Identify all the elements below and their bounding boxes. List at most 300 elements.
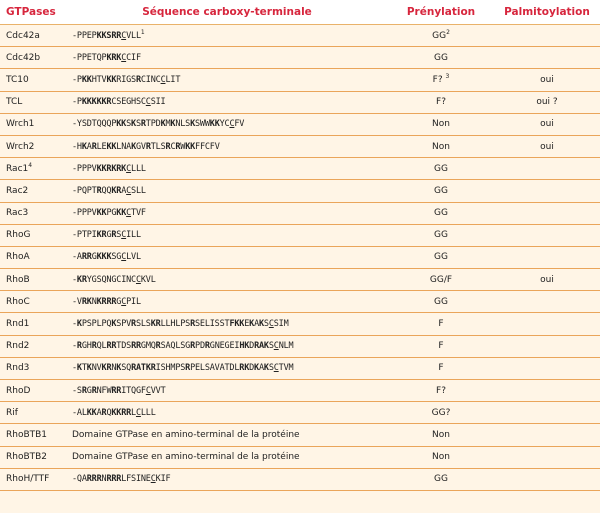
sequence-segment: M (165, 119, 171, 130)
basic-residues: R (175, 141, 181, 152)
table-row (0, 424, 600, 446)
prenylation-cell (388, 142, 494, 152)
sequence-segment: ITQGF (121, 385, 146, 396)
basic-residues: R (204, 341, 210, 352)
sequence-cell (66, 186, 388, 196)
prenylation-value: GG? (431, 407, 451, 418)
basic-residues: K (86, 363, 92, 374)
gtpase-name-cell (0, 297, 66, 307)
prenylation-value: GG (434, 230, 448, 241)
sequence-segment: Q (106, 407, 112, 418)
table-row (0, 291, 600, 313)
basic-residues: R (81, 385, 87, 396)
sequence-cell (66, 28, 388, 41)
basic-residues: KK (86, 407, 97, 418)
palmitoylation-cell: oui (540, 119, 554, 130)
prenylation-cell (388, 72, 494, 85)
prenylation-cell (388, 452, 494, 462)
gtpase-name: RhoB (6, 274, 30, 285)
sequence-segment: -PPPV (72, 208, 97, 219)
table-row (0, 69, 600, 91)
basic-residues: R (165, 141, 171, 152)
sequence (72, 75, 180, 85)
sequence-segment: - (72, 319, 77, 330)
prenylation-value: F (438, 363, 444, 374)
basic-residues: K (258, 319, 264, 330)
gtpase-name: RhoH/TTF (6, 474, 50, 485)
sequence (72, 119, 244, 129)
footnote-marker: 2 (446, 28, 450, 36)
prenylation-cell (388, 430, 494, 440)
basic-residues: RRR (106, 474, 122, 485)
sequence-segment: -H (72, 141, 82, 152)
gtpase-name: RhoBTB1 (6, 429, 48, 440)
basic-residues: K (81, 141, 87, 152)
basic-residues: K (160, 119, 166, 130)
header-sequence: Séquence carboxy-terminale (142, 6, 312, 18)
sequence (72, 164, 146, 174)
prenylation-cell (388, 119, 494, 129)
prenylation-value: GG/F (429, 274, 453, 285)
sequence-segment: -PPEP (72, 30, 97, 41)
basic-residues: KK (81, 74, 92, 85)
basic-residues: RAK (254, 341, 269, 352)
prenylated-cysteine: C (150, 474, 156, 485)
prenylation-value: F? (432, 74, 446, 85)
prenylation-cell (388, 252, 494, 262)
prenylation-cell (388, 408, 494, 418)
prenylation-cell (388, 230, 494, 240)
sequence-cell (66, 230, 388, 240)
prenylation-cell (388, 208, 494, 218)
sequence-segment: FV (234, 119, 245, 130)
prenylation-value: GG (432, 30, 447, 41)
basic-residues: K (116, 363, 122, 374)
basic-residues: R (140, 119, 146, 130)
palmitoylation-cell: oui (540, 141, 554, 152)
sequence-cell (66, 363, 388, 373)
sequence-segment: LE (96, 141, 107, 152)
prenylated-cysteine: C (121, 30, 127, 41)
sequence-segment: -S (72, 385, 82, 396)
gtpase-name-cell (0, 31, 66, 41)
sequence-segment: YC (219, 119, 230, 130)
sequence-segment: -A (72, 252, 82, 263)
sequence-segment: -YSDTQQQP (72, 119, 117, 130)
gtpase-name: RhoD (6, 385, 31, 396)
gtpase-name-cell (0, 186, 66, 196)
prenylation-cell (388, 341, 494, 351)
table-row (0, 402, 600, 424)
gtpase-name: Rif (6, 407, 18, 418)
sequence-segment: SIM (273, 319, 289, 330)
basic-residues: R (190, 341, 196, 352)
sequence-segment: LVL (126, 252, 141, 263)
sequence-segment: - (72, 363, 77, 374)
basic-residues: R (155, 341, 161, 352)
sequence-segment: GMQ (140, 341, 156, 352)
sequence-segment: LLL (131, 163, 146, 174)
sequence-segment: FFCFV (195, 141, 220, 152)
sequence-segment: SELISST (195, 319, 230, 330)
sequence-segment: G (91, 252, 97, 263)
sequence (72, 53, 141, 63)
basic-residues: KK (209, 119, 220, 130)
sequence-segment: TVF (131, 208, 146, 219)
prenylation-value: F? (436, 97, 446, 108)
basic-residues: KR (111, 185, 122, 196)
header-prenylation: Prénylation (406, 6, 476, 18)
prenylation-cell (388, 97, 494, 107)
sequence (72, 297, 141, 307)
basic-residues: K (131, 119, 136, 130)
gtpase-name: RhoC (6, 296, 30, 307)
basic-residues: R (91, 385, 97, 396)
sequence-segment: VLL (126, 30, 141, 41)
basic-residues: KKRR (111, 407, 132, 418)
sequence-cell (66, 386, 388, 396)
sequence-segment: C (170, 141, 176, 152)
prenylation-value: GG (434, 208, 448, 219)
basic-residues: KKKKKR (81, 97, 112, 108)
sequence-segment: LFSINE (121, 474, 151, 485)
sequence-segment: GV (135, 141, 146, 152)
basic-residues: R (185, 363, 191, 374)
header-palmitoylation: Palmitoylation (504, 6, 590, 18)
gtpase-name-cell (0, 252, 66, 262)
basic-residues: FKK (229, 319, 245, 330)
prenylated-cysteine: C (268, 319, 274, 330)
sequence-segment: -PQPT (72, 185, 97, 196)
sequence-segment: -AL (72, 407, 87, 418)
prenylation-value: GG (434, 163, 448, 174)
gtpase-name-cell (0, 208, 66, 218)
sequence-segment: -QA (72, 474, 87, 485)
sequence-segment: D (249, 363, 255, 374)
basic-residues: KR (101, 363, 112, 374)
prenylated-cysteine: C (135, 407, 141, 418)
basic-residues: R (190, 319, 196, 330)
sequence-segment: SPV (116, 319, 132, 330)
gtpase-name: Rac1 (6, 163, 29, 174)
basic-residues: RK (81, 296, 92, 307)
gtpase-name-cell (0, 97, 66, 107)
sequence-cell (66, 430, 388, 440)
sequence (72, 97, 165, 107)
sequence-segment: SLL (131, 185, 146, 196)
basic-residues: K (190, 119, 196, 130)
gtpase-name-cell (0, 75, 66, 85)
sequence-segment: NLM (278, 341, 294, 352)
table-row (0, 158, 600, 180)
sequence (72, 341, 293, 351)
sequence-cell (66, 208, 388, 218)
basic-residues: RK (239, 363, 250, 374)
basic-residues: KK (96, 208, 107, 219)
gtpase-name-cell (0, 53, 66, 63)
sequence-segment: TDS (116, 341, 132, 352)
prenylation-value: GG (434, 296, 448, 307)
sequence-segment: S (116, 230, 122, 241)
prenylation-value: Non (432, 141, 450, 152)
gtpase-name-cell (0, 341, 66, 351)
gtpase-name: Rnd2 (6, 341, 30, 352)
prenylation-cell (388, 164, 494, 174)
gtpase-name-cell (0, 386, 66, 396)
sequence-segment: VVT (150, 385, 166, 396)
footnote-marker: 3 (445, 72, 450, 80)
sequence (72, 208, 146, 218)
sequence-segment: CINC (140, 74, 161, 85)
sequence-segment: -PPPV (72, 163, 97, 174)
gtpase-name: RhoG (6, 230, 31, 241)
table-row (0, 47, 600, 69)
sequence (72, 275, 156, 285)
prenylated-cysteine: C (229, 119, 235, 130)
basic-residues: K (76, 363, 82, 374)
gtpase-name-cell (0, 275, 66, 285)
table-row (0, 225, 600, 247)
basic-residues: K (131, 141, 136, 152)
basic-residues: R (101, 407, 107, 418)
table-header (0, 0, 600, 25)
basic-residues: RR (81, 252, 92, 263)
sequence-segment: NV (91, 363, 102, 374)
gtpase-name: Rnd1 (6, 319, 30, 330)
sequence (72, 186, 146, 196)
sequence-segment: A (258, 363, 264, 374)
basic-residues: KK (106, 74, 117, 85)
sequence-segment: A (121, 185, 127, 196)
prenylation-value: GG (434, 252, 448, 263)
sequence-segment: T (81, 363, 87, 374)
basic-residues: R (135, 74, 141, 85)
header-gtpases: GTPases (6, 6, 56, 18)
basic-residues: R (91, 341, 97, 352)
sequence-segment: N (111, 363, 117, 374)
basic-residues: HK (239, 341, 250, 352)
prenylated-cysteine: C (126, 163, 132, 174)
sequence (72, 319, 289, 329)
prenylation-value: Non (432, 429, 450, 440)
sequence-segment: NFW (96, 385, 112, 396)
basic-residues: KK (116, 208, 127, 219)
sequence-segment: - (72, 341, 77, 352)
sequence (72, 363, 293, 373)
basic-residues: R (145, 141, 151, 152)
basic-residues: RR (111, 385, 122, 396)
basic-residues: KR (96, 230, 107, 241)
prenylation-cell (388, 319, 494, 329)
prenylated-cysteine: C (121, 296, 127, 307)
prenylation-value: Non (432, 452, 450, 463)
basic-residues: KKSRR (96, 30, 122, 41)
basic-residues: K (254, 363, 259, 374)
sequence-segment: W (180, 141, 186, 152)
table-row (0, 25, 600, 47)
gtpase-name: TC10 (6, 74, 29, 85)
palmitoylation-cell: oui ? (536, 97, 558, 108)
palmitoylation-cell: oui (540, 74, 554, 85)
gtpase-name-cell (0, 161, 66, 174)
gtpase-name-cell (0, 230, 66, 240)
prenylation-cell (388, 53, 494, 63)
sequence-segment: E (244, 319, 250, 330)
prenylation-cell (388, 297, 494, 307)
table-row (0, 203, 600, 225)
basic-residues: R (76, 341, 82, 352)
prenylation-value: F (438, 319, 444, 330)
basic-residues: RR (131, 341, 141, 352)
sequence-segment: NLS (175, 119, 191, 130)
sequence-segment: S (126, 119, 132, 130)
sequence-cell (66, 341, 388, 351)
sequence-segment: -P (72, 74, 82, 85)
prenylation-cell (388, 363, 494, 373)
sequence-segment: SII (150, 97, 166, 108)
sequence-segment: -PPETQP (72, 52, 107, 63)
sequence-segment: PG (106, 208, 117, 219)
prenylation-cell (388, 474, 494, 484)
table-row (0, 92, 600, 114)
gtpase-name-cell (0, 119, 66, 129)
basic-residues: K (76, 319, 82, 330)
gtpase-name: Rac3 (6, 208, 29, 219)
basic-residues: KRK (106, 52, 122, 63)
sequence-segment: SAQLSG (160, 341, 191, 352)
prenylation-value: GG (434, 52, 448, 63)
sequence-segment: S (268, 341, 274, 352)
prenylated-cysteine: C (145, 385, 151, 396)
sequence-cell (66, 97, 388, 107)
sequence-cell (66, 164, 388, 174)
gtpase-name-cell (0, 319, 66, 329)
gtpase-name-cell (0, 408, 66, 418)
table-row (0, 180, 600, 202)
sequence-cell (66, 142, 388, 152)
sequence (72, 474, 170, 484)
sequence-cell (66, 53, 388, 63)
basic-residues: RATKR (131, 363, 156, 374)
sequence-cell (66, 297, 388, 307)
basic-residues: KK (185, 141, 196, 152)
sequence-segment: A (254, 319, 259, 330)
sequence-segment: SQ (121, 363, 132, 374)
sequence-segment: TVM (278, 363, 294, 374)
prenylated-cysteine: C (121, 230, 127, 241)
sequence-segment: A (96, 407, 102, 418)
gtpase-name-cell (0, 142, 66, 152)
gtpase-name: Wrch1 (6, 119, 35, 130)
footnote-marker: 4 (28, 161, 33, 169)
prenylated-cysteine: C (160, 74, 166, 85)
sequence-segment: N (101, 474, 107, 485)
sequence-segment: ISHMPS (155, 363, 186, 374)
sequence-segment: PSPLPQ (81, 319, 112, 330)
basic-residues: RR (106, 341, 117, 352)
table-row (0, 447, 600, 469)
sequence-segment: SG (111, 252, 122, 263)
sequence-cell (66, 252, 388, 262)
prenylated-cysteine: C (135, 274, 141, 285)
gtpase-name: Wrch2 (6, 141, 35, 152)
sequence-segment: A (86, 141, 92, 152)
table-row (0, 358, 600, 380)
basic-residues: KR (150, 319, 161, 330)
prenylated-cysteine: C (273, 363, 279, 374)
gtpase-name: RhoA (6, 252, 30, 263)
sequence-segment: LIT (165, 74, 181, 85)
sequence (72, 31, 141, 41)
basic-residues: KR (76, 274, 87, 285)
basic-residues: KKRKRK (96, 163, 127, 174)
sequence-text: Domaine GTPase en amino-terminal de la protéine (72, 452, 300, 463)
sequence-cell (66, 119, 388, 129)
sequence-segment: CIF (126, 52, 141, 63)
sequence-segment: TLS (150, 141, 166, 152)
basic-residues: K (263, 363, 269, 374)
basic-residues: KK (106, 141, 117, 152)
prenylated-cysteine: C (145, 97, 151, 108)
prenylation-cell (388, 275, 494, 285)
table-row (0, 247, 600, 269)
sequence (72, 142, 220, 152)
sequence (72, 252, 141, 262)
basic-residues: R (96, 185, 102, 196)
sequence-segment: QL (96, 341, 107, 352)
table-row (0, 336, 600, 358)
sequence-segment: G (106, 230, 112, 241)
table-row (0, 269, 600, 291)
sequence-segment: -PTPI (72, 230, 97, 241)
sequence-segment: G (116, 296, 122, 307)
sequence-cell (66, 474, 388, 484)
table-row (0, 114, 600, 136)
basic-residues: K (111, 319, 117, 330)
sequence-segment: L (131, 407, 136, 418)
table-row (0, 136, 600, 158)
prenylation-value: GG (434, 474, 448, 485)
basic-residues: R (91, 141, 97, 152)
basic-residues: R (111, 230, 117, 241)
sequence-segment: HTV (91, 74, 107, 85)
sequence (72, 230, 141, 240)
basic-residues: KRRR (96, 296, 117, 307)
sequence-cell (66, 452, 388, 462)
basic-residues: KK (116, 119, 127, 130)
sequence-cell (66, 408, 388, 418)
gtpase-name: Cdc42b (6, 52, 41, 63)
table-body (0, 25, 600, 491)
prenylated-cysteine: C (273, 341, 279, 352)
prenylation-value: F? (436, 385, 446, 396)
sequence-segment: LLHLPS (160, 319, 191, 330)
sequence-segment: -V (72, 296, 82, 307)
sequence-segment: PIL (126, 296, 141, 307)
sequence-segment: GH (81, 341, 92, 352)
footnote-marker: 1 (140, 28, 145, 36)
sequence-segment: - (72, 274, 77, 285)
sequence (72, 386, 166, 396)
sequence-segment: CSEGHSC (111, 97, 146, 108)
palmitoylation-cell: oui (540, 274, 554, 285)
prenylation-cell (388, 186, 494, 196)
sequence-segment: D (249, 341, 255, 352)
gtpase-name-cell (0, 430, 66, 440)
prenylation-cell (388, 386, 494, 396)
basic-residues: R (131, 319, 136, 330)
sequence-segment: S (263, 319, 269, 330)
